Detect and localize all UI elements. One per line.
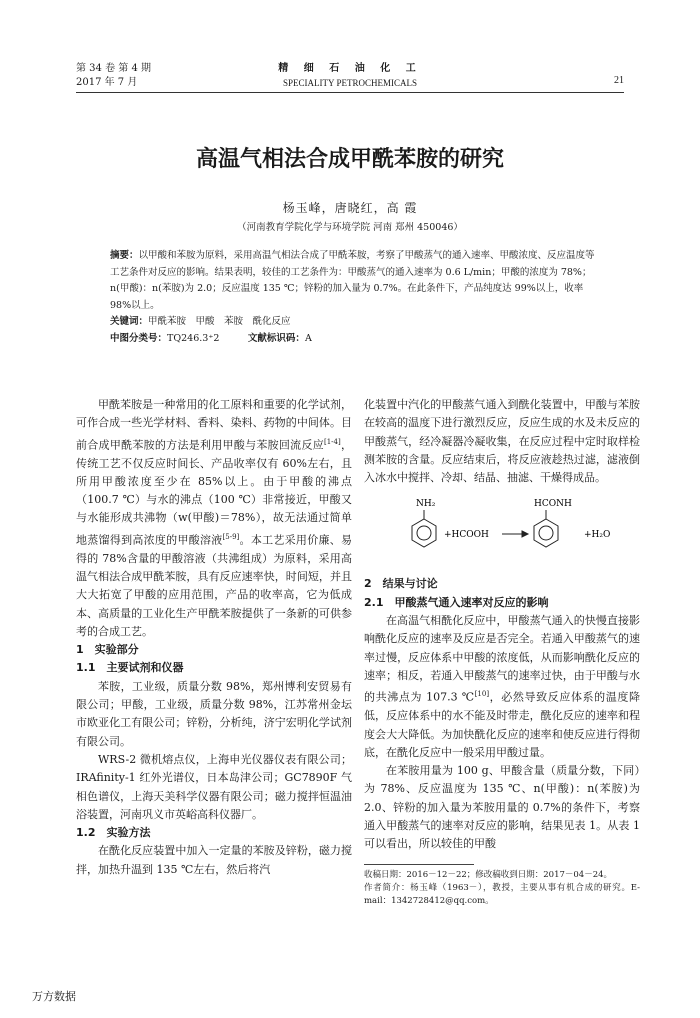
abstract-text: 以甲酸和苯胺为原料，采用高温气相法合成了甲酰苯胺，考察了甲酸蒸气的通入速率、甲酸浓度、反应温度等工艺条件对反应的影响。结果表明，较佳的工艺条件为：甲酸蒸气的通入速率为 0.6 L/min；甲酸的浓度为 78%；n(甲酸)：n(苯胺)为 2.0；反应温度 135 ℃；锌粉的加入量为 0.7%。在此条件下，产品纯度达 99%以上，收率 98%以上。 — [110, 250, 595, 311]
reagents-paragraph: 苯胺，工业级，质量分数 98%，郑州博利安贸易有限公司；甲酸，工业级，质量分数 98%，江苏常州金坛市欧亚化工有限公司；锌粉，分析纯，济宁宏明化学试剂有限公司。 — [76, 679, 352, 748]
section-1-heading: 1 实验部分 — [76, 643, 139, 657]
page-number: 21 — [614, 75, 624, 86]
formamide-group-label: HCONH — [534, 499, 572, 510]
journal-name-cn: 精 细 石 油 化 工 — [278, 63, 422, 74]
ref-5-9: [5-9] — [222, 532, 240, 541]
journal-name-en: SPECIALITY PETROCHEMICALS — [283, 78, 417, 88]
reaction-scheme — [364, 489, 640, 569]
doc-code: A — [304, 332, 312, 344]
results-paragraph-2: 在苯胺用量为 100 g、甲酸含量（质量分数，下同）为 78%、反应温度为 135 ℃、n(甲酸)：n(苯胺)为 2.0、锌粉的加入量为苯胺用量的 0.7%的条件下，考察通入甲酸蒸气的速率对反应的影响，结果见表 1。从表 1 可以看出，所以较佳的甲酸 — [364, 764, 640, 851]
right-column — [364, 396, 640, 908]
water-label: +H₂O — [584, 530, 611, 541]
ref-10: [10] — [474, 690, 490, 699]
keywords-text: 甲酰苯胺 甲酸 苯胺 酰化反应 — [148, 316, 291, 327]
abstract-block — [110, 248, 598, 347]
abstract — [110, 248, 598, 314]
intro-paragraph — [76, 396, 352, 641]
method-paragraph: 在酰化反应装置中加入一定量的苯胺及锌粉，磁力搅拌，加热升温到 135 ℃左右，然后将汽 — [76, 844, 352, 876]
keywords-label: 关键词： — [110, 316, 149, 327]
footnote-rule — [364, 864, 474, 865]
results-text-2: ，必然导致反应体系的温度降低，反应体系中的水不能及时带走，酰化反应的速率和程度会大大降低。为加快酰化反应的速率和使反应进行得彻底，在酰化反应中一般采用甲酸过量。 — [364, 690, 641, 759]
benzene-ring-aniline — [412, 510, 436, 547]
affiliation: （河南教育学院化学与环境学院 河南 郑州 450046） — [237, 222, 463, 233]
method-continued: 化装置中汽化的甲酸蒸气通入到酰化装置中，甲酸与苯胺在较高的温度下进行激烈反应，反应生成的水及未反应的甲酸蒸气，经冷凝器冷凝收集，在反应过程中定时取样检测苯胺的含量。反应结束后，将反应液趁热过滤，滤液倒入冰水中搅拌、冷却、结晶、抽滤、干燥得成品。 — [364, 398, 640, 485]
abstract-label: 摘要： — [110, 250, 139, 261]
formic-acid-label: +HCOOH — [444, 530, 489, 541]
left-column — [76, 396, 352, 879]
instruments-paragraph: WRS-2 微机熔点仪，上海申光仪器仪表有限公司；IRAfinity-1 红外光谱仪，日本岛津公司；GC7890F 气相色谱仪，上海天美科学仪器有限公司；磁力搅拌恒温油浴装置，河南巩义市英峪高科仪器厂。 — [76, 752, 352, 821]
classification — [110, 331, 598, 348]
ref-1-4: [1-4] — [324, 437, 341, 446]
watermark: 万方数据 — [32, 990, 76, 1003]
intro-text-1: 甲酰苯胺是一种常用的化工原料和重要的化学试剂，可作合成一些光学材料、香料、染料、药物的中间体。目前合成甲酰苯胺的方法是利用甲酸与苯胺回流反应 — [76, 398, 352, 452]
footnote-author: 作者简介：杨玉峰（1963－），教授，主要从事有机合成的研究。E-mail：1342728412@qq.com。 — [364, 882, 640, 906]
results-text-1: 在高温气相酰化反应中，甲酸蒸气通入的快慢直接影响酰化反应的速率及反应是否完全。若通入甲酸蒸气的速率过慢，反应体系中甲酸的浓度低，从而影响酰化反应的速率；相反，若通入甲酸蒸气的速率过快，由于甲酸与水的共沸点为 107.3 ℃ — [364, 614, 640, 704]
journal-name — [250, 62, 450, 90]
intro-text-2: ，传统工艺不仅反应时间长、产品收率仅有 60%左右，且所用甲酸浓度至少在 85%以上。由于甲酸的沸点（100.7 ℃）与水的沸点（100 ℃）非常接近，甲酸又与水能形成共沸物（w(甲酸)＝78%），故无法通过简单地蒸馏得到高浓度的甲酸溶液 — [76, 438, 353, 547]
keywords — [110, 314, 598, 331]
benzene-ring-formanilide — [534, 510, 558, 547]
results-paragraph-1 — [364, 612, 640, 762]
intro-text-3: 。本工艺采用价廉、易得的 78%含量的甲酸溶液（共沸组成）为原料，采用高温气相法合成甲酰苯胺，具有反应速率快，时间短，并且大大拓宽了甲酸的应用范围，产品的收率高，它为低成本、高质量的工业化生产甲酰苯胺提供了一条新的可供参考的合成工艺。 — [76, 533, 353, 638]
paper-title: 高温气相法合成甲酰苯胺的研究 — [195, 147, 504, 172]
section-2-heading: 2 结果与讨论 — [364, 577, 438, 591]
footnote-received: 收稿日期：2016－12－22；修改稿收到日期：2017－04－24。 — [364, 869, 613, 880]
section-1-2-heading: 1.2 实验方法 — [76, 826, 151, 840]
doc-label: 文献标识码： — [247, 332, 305, 344]
volume-issue: 第 34 卷 第 4 期 — [76, 63, 151, 74]
authors: 杨玉峰，唐晓红，高 霞 — [282, 201, 418, 215]
issue-date: 2017 年 7 月 — [76, 77, 138, 88]
journal-issue — [76, 62, 151, 90]
clc-label: 中图分类号： — [110, 332, 168, 344]
reaction-arrow-icon — [502, 531, 528, 537]
reaction-scheme-svg — [364, 489, 640, 569]
header-rule — [76, 92, 624, 93]
section-1-1-heading: 1.1 主要试剂和仪器 — [76, 661, 184, 675]
amine-group-label: NH₂ — [416, 499, 436, 510]
section-2-1-heading: 2.1 甲酸蒸气通入速率对反应的影响 — [364, 595, 549, 609]
clc-code: TQ246.3⁺2 — [167, 332, 220, 344]
